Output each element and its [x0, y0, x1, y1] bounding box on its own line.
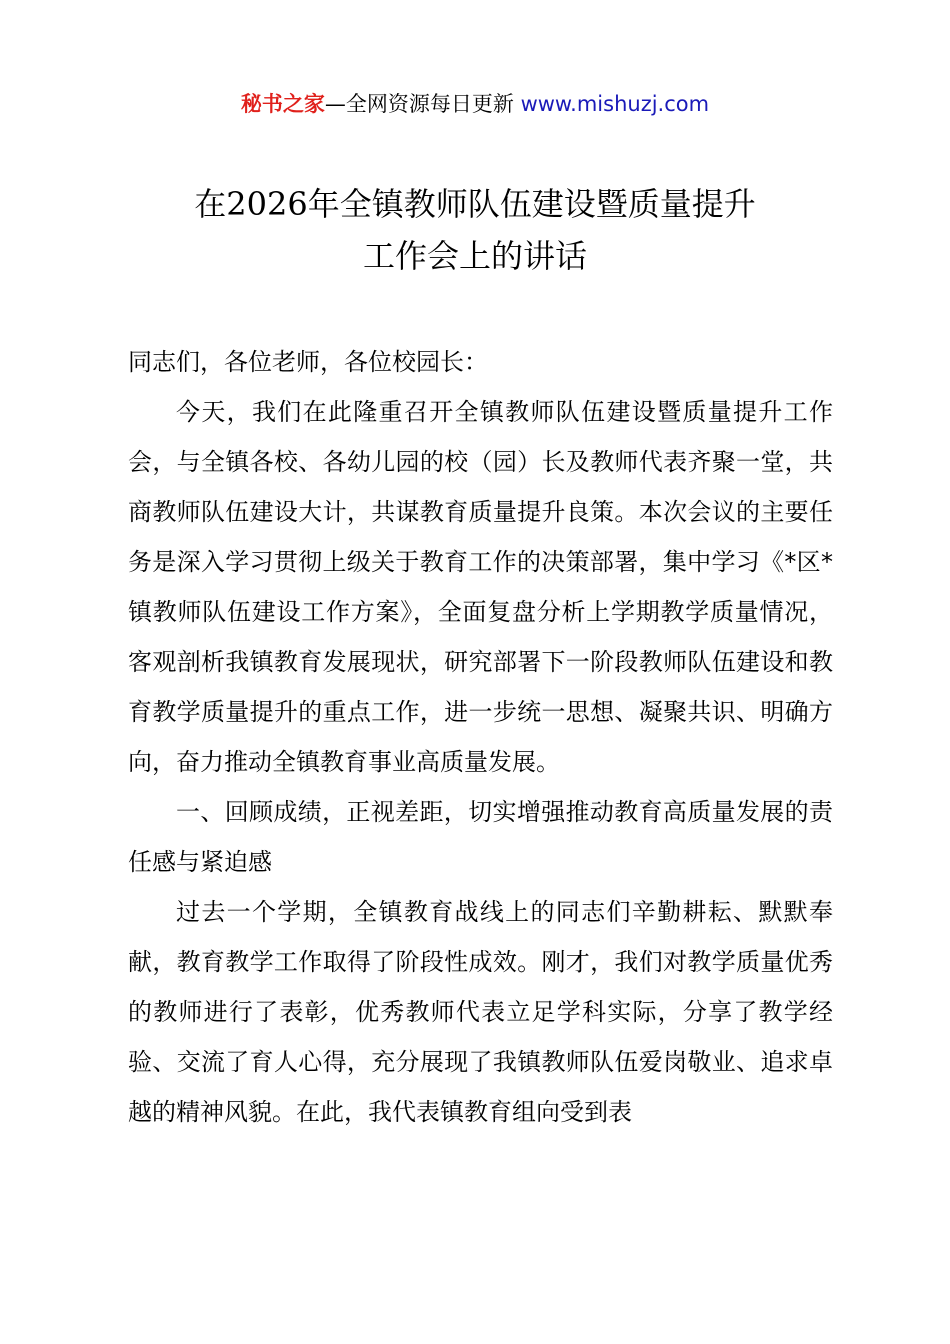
- title-line-2: 工作会上的讲话: [362, 237, 587, 275]
- salutation: 同志们，各位老师，各位校园长：: [128, 348, 488, 376]
- title-line-1: 在2026年全镇教师队伍建设暨质量提升: [194, 185, 756, 223]
- site-header: [0, 88, 950, 120]
- paragraph-intro: 今天，我们在此隆重召开全镇教师队伍建设暨质量提升工作会，与全镇各校、各幼儿园的校（园）长及教师代表齐聚一堂，共商教师队伍建设大计，共谋教育质量提升良策。本次会议的主要任务是深入学习贯彻上级关于教育工作的决策部署，集中学习《*区*镇教师队伍建设工作方案》，全面复盘分析上学期教学质量情况，客观剖析我镇教育发展现状，研究部署下一阶段教师队伍建设和教育教学质量提升的重点工作，进一步统一思想、凝聚共识、明确方向，奋力推动全镇教育事业高质量发展。: [128, 398, 833, 776]
- site-tagline: —全网资源每日更新: [324, 92, 521, 116]
- document-title: [100, 178, 850, 282]
- site-url-link[interactable]: www.mishuzj.com: [520, 92, 710, 116]
- paragraph-review: 过去一个学期，全镇教育战线上的同志们辛勤耕耘、默默奉献，教育教学工作取得了阶段性成效。刚才，我们对教学质量优秀的教师进行了表彰，优秀教师代表立足学科实际，分享了教学经验、交流了育人心得，充分展现了我镇教师队伍爱岗敬业、追求卓越的精神风貌。在此，我代表镇教育组向受到表: [128, 898, 833, 1126]
- section-heading-1: 一、回顾成绩，正视差距，切实增强推动教育高质量发展的责任感与紧迫感: [128, 798, 833, 876]
- site-brand: 秘书之家: [240, 92, 325, 116]
- document-body: [128, 337, 833, 1137]
